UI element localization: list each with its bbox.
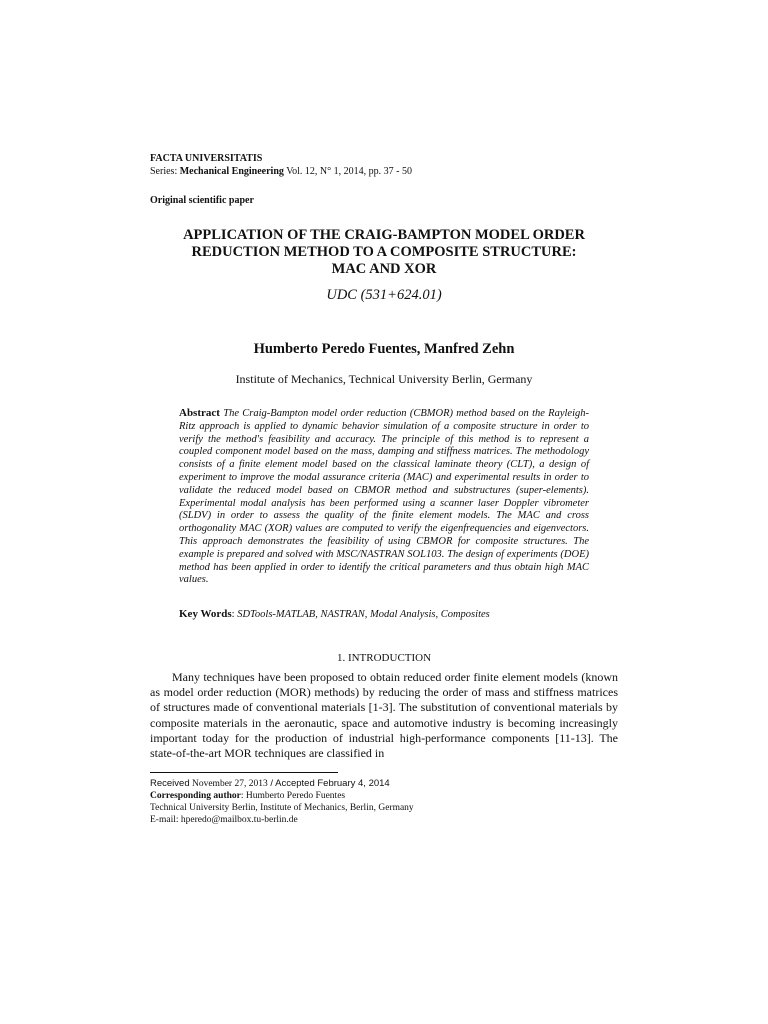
keywords <box>179 608 589 620</box>
paper-title <box>150 227 618 278</box>
title-line: REDUCTION METHOD TO A COMPOSITE STRUCTURE: <box>191 244 577 260</box>
section-title-rest: NTRODUCTION <box>351 652 432 664</box>
title-line: APPLICATION OF THE CRAIG-BAMPTON MODEL ORDER <box>183 227 585 243</box>
author-email: E-mail: hperedo@mailbox.tu-berlin.de <box>150 815 298 825</box>
abstract <box>179 407 589 587</box>
corresponding-label: Corresponding author <box>150 791 241 801</box>
journal-header <box>150 152 412 178</box>
footnote-rule <box>150 772 338 773</box>
keywords-heading: Key Words <box>179 608 232 620</box>
section-heading <box>150 652 618 664</box>
intro-paragraph: Many techniques have been proposed to obtain reduced order finite element models (known as model order reduction (MOR) methods) by reducing the order of mass and stiffness matrices of structures made of conventional materials [1-3]. The substitution of conventional materials by composite materials in the aeronautic, space and automotive industry is becoming increasingly important today for the production of industrial high-performance components [11-13]. The state-of-the-art MOR techniques are classified in <box>150 670 618 761</box>
paper-type: Original scientific paper <box>150 195 254 206</box>
corresponding-line <box>150 790 618 802</box>
section-number: 1. <box>336 652 348 664</box>
series-prefix: Series: <box>150 166 180 177</box>
received-date: November 27, 2013 <box>189 779 268 789</box>
journal-series <box>150 165 412 178</box>
abstract-text: The Craig-Bampton model order reduction (CBMOR) method based on the Rayleigh-Ritz approach is applied to dynamic behavior simulation of a composite structure in order to verify the method's feasibility and accuracy. The principle of this method is to represent a coupled component model based on the mass, damping and stiffness matrices. The methodology consists of a finite element model based on the classical laminate theory (CLT), a design of experiment to improve the modal assurance criteria (MAC) and experimental results in order to validate the reduced model based on CBMOR method and substructures (super-elements). Experimental modal analysis has been performed using a scanner laser Doppler vibrometer (SLDV) in order to assess the quality of the finite element models. The MAC and cross orthogonality MAC (XOR) values are computed to verify the eigenfrequencies and eigenvectors. This approach demonstrates the feasibility of using CBMOR for composite structures. The example is prepared and solved with MSC/NASTRAN SOL103. The design of experiments (DOE) method has been applied in order to identify the critical parameters and thus obtain high MAC values. <box>179 408 590 586</box>
journal-name: FACTA UNIVERSITATIS <box>150 153 263 164</box>
keywords-text: SDTools-MATLAB, NASTRAN, Modal Analysis, Composites <box>237 609 490 620</box>
author-address: Technical University Berlin, Institute of Mechanics, Berlin, Germany <box>150 803 414 813</box>
received-label: Received <box>150 778 190 789</box>
authors: Humberto Peredo Fuentes, Manfred Zehn <box>253 341 515 357</box>
udc-code: UDC (531+624.01) <box>326 287 442 303</box>
abstract-heading: Abstract <box>179 407 220 419</box>
accepted-date: / Accepted February 4, 2014 <box>267 778 390 789</box>
section-first-letter: I <box>347 652 352 664</box>
series-details: Vol. 12, N° 1, 2014, pp. 37 - 50 <box>283 166 412 177</box>
series-name: Mechanical Engineering <box>179 166 284 177</box>
corresponding-name: : Humberto Peredo Fuentes <box>240 791 346 801</box>
keywords-separator: : <box>231 609 238 620</box>
title-line: MAC AND XOR <box>331 261 437 277</box>
dates-line <box>150 778 618 790</box>
footnotes <box>150 778 618 826</box>
affiliation: Institute of Mechanics, Technical University Berlin, Germany <box>235 372 533 386</box>
